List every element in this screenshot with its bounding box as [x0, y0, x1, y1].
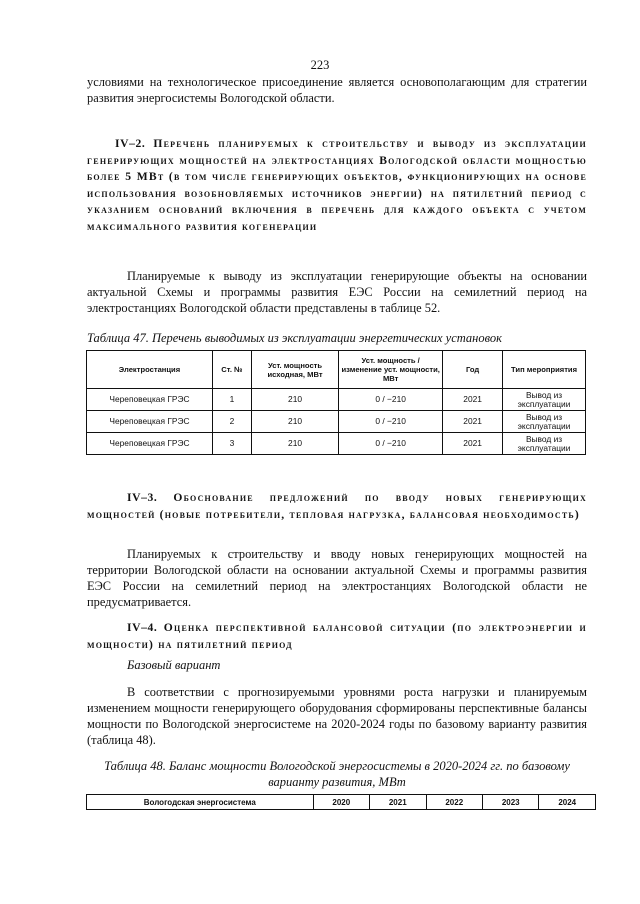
table47-header-station: Электростанция [87, 351, 213, 389]
table47 [86, 350, 586, 455]
table47-header-initial-capacity: Уст. мощность исходная, МВт [251, 351, 338, 389]
table47-cell-initial-capacity: 210 [251, 389, 338, 411]
table47-cell-measure-type: Вывод из эксплуатации [503, 411, 586, 433]
table47-cell-station: Череповецкая ГРЭС [87, 411, 213, 433]
section-iv4-number: IV–4. [127, 621, 158, 634]
table48-header-year-2021: 2021 [370, 795, 426, 810]
section-iv4-paragraph: В соответствии с прогнозируемыми уровнями роста нагрузки и планируемым изменением мощности генерирующего оборудования сформированы перспективные балансы мощности по Вологодской энергосистеме на 2020-2024 годы по базовому варианту развития (таблица 48). [87, 685, 587, 747]
table47-header-year: Год [443, 351, 503, 389]
table48-header-year-2022: 2022 [426, 795, 482, 810]
section-iv3-title: Обоснование предложений по вводу новых генерирующих мощностей (новые потребители, тепловая нагрузка, балансовая необходимость) [87, 491, 587, 521]
section-iv3-number: IV–3. [127, 491, 158, 504]
table47-cell-measure-type: Вывод из эксплуатации [503, 389, 586, 411]
table47-header-row [87, 351, 586, 389]
table48-header-year-2024: 2024 [539, 795, 596, 810]
intro-paragraph: условиями на технологическое присоединение является основополагающим для стратегии развития энергосистемы Вологодской области. [87, 75, 587, 105]
page-number: 223 [310, 58, 330, 72]
table47-cell-year: 2021 [443, 433, 503, 455]
table-row [87, 411, 586, 433]
table47-cell-station: Череповецкая ГРЭС [87, 389, 213, 411]
table47-header-measure-type: Тип мероприятия [503, 351, 586, 389]
table47-cell-unit: 3 [212, 433, 251, 455]
table48-header-system: Вологодская энергосистема [87, 795, 314, 810]
section-iv3-heading [87, 490, 587, 523]
section-iv4-subheading: Базовый вариант [127, 658, 221, 672]
table47-cell-initial-capacity: 210 [251, 433, 338, 455]
section-iv3-paragraph: Планируемых к строительству и вводу новых генерирующих мощностей на территории Вологодской области на основании актуальной Схемы и программы развития ЕЭС России на семилетний период на электростанциях Вологодской области не предусматривается. [87, 547, 587, 609]
section-iv4-heading [87, 620, 587, 653]
table47-header-unit: Ст. № [212, 351, 251, 389]
section-iv2-title: Перечень планируемых к строительству и выводу из эксплуатации генерирующих мощностей на электростанциях Вологодской области мощностью более 5 МВт (в том числе генерирующих объектов, функционирующих на основе использования возобновляемых источников энергии) на пятилетний период с указанием оснований включения в перечень для каждого объекта с учетом максимального развития когенерации [87, 137, 587, 233]
table47-cell-year: 2021 [443, 411, 503, 433]
table-row [87, 433, 586, 455]
table47-cell-year: 2021 [443, 389, 503, 411]
section-iv2-paragraph: Планируемые к выводу из эксплуатации генерирующие объекты на основании актуальной Схемы и программы развития ЕЭС России на семилетний период на электростанциях Вологодской области представлены в таблице 52. [87, 269, 587, 315]
table47-cell-capacity-change: 0 / −210 [339, 433, 443, 455]
table47-cell-unit: 2 [212, 411, 251, 433]
table47-cell-station: Череповецкая ГРЭС [87, 433, 213, 455]
table48-header-year-2020: 2020 [313, 795, 369, 810]
table48-caption: Таблица 48. Баланс мощности Вологодской энергосистемы в 2020-2024 гг. по базовому варианту развития, МВт [104, 759, 570, 789]
table47-cell-unit: 1 [212, 389, 251, 411]
section-iv4-title: Оценка перспективной балансовой ситуации (по электроэнергии и мощности) на пятилетний период [87, 621, 587, 651]
table47-cell-measure-type: Вывод из эксплуатации [503, 433, 586, 455]
table48-header-year-2023: 2023 [482, 795, 538, 810]
section-iv2-number: IV–2. [115, 137, 146, 150]
table47-cell-initial-capacity: 210 [251, 411, 338, 433]
table47-header-capacity-change: Уст. мощность / изменение уст. мощности, МВт [339, 351, 443, 389]
table47-cell-capacity-change: 0 / −210 [339, 389, 443, 411]
table48 [86, 794, 596, 810]
table48-header-row [87, 795, 596, 810]
table47-cell-capacity-change: 0 / −210 [339, 411, 443, 433]
table47-caption: Таблица 47. Перечень выводимых из эксплуатации энергетических установок [87, 331, 502, 345]
section-iv2-heading [87, 136, 587, 235]
table-row [87, 389, 586, 411]
